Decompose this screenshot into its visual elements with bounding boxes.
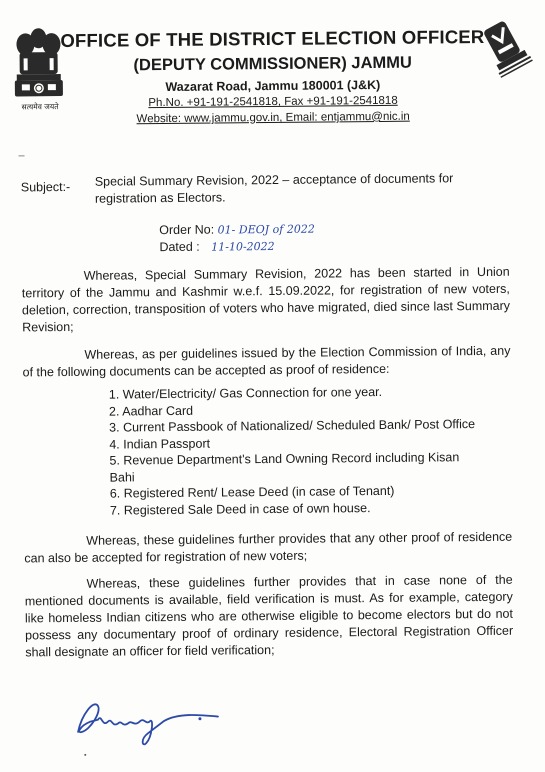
- list-item: 7. Registered Sale Deed in case of own house.: [109, 500, 371, 518]
- order-number-line: [159, 222, 315, 237]
- order-number-label: Order No:: [159, 222, 215, 238]
- office-website-email: Website: www.jammu.gov.in, Email: entjammu@nic.in: [136, 110, 410, 126]
- list-item: 4. Indian Passport: [109, 436, 211, 452]
- list-item: 2. Aadhar Card: [108, 403, 194, 419]
- order-date-line: [159, 239, 274, 254]
- margin-dot: [84, 754, 86, 756]
- paragraph-3-text: Whereas, these guidelines further provides that any other proof of residence can also be accepted for registration of new voters;: [24, 529, 513, 566]
- order-number-value: 01- DEOJ of 2022: [217, 222, 315, 237]
- election-commission-logo-icon: [477, 13, 536, 84]
- office-title: OFFICE OF THE DISTRICT ELECTION OFFICER: [60, 25, 485, 52]
- order-date-label: Dated :: [159, 239, 200, 255]
- paragraph-3: [24, 529, 512, 568]
- office-address: Wazarat Road, Jammu 180001 (J&K): [165, 77, 381, 95]
- paragraph-1-text: Whereas, Special Summary Revision, 2022 has been started in Union territory of the Jammu and Kashmir w.e.f. 15.09.2022, for registration of new voters, deletion, correction, transposition of voters who have migrated, died since last Summary Revision;: [21, 264, 511, 335]
- list-item: 1. Water/Electricity/ Gas Connection for one year.: [108, 384, 383, 402]
- subject-text: Special Summary Revision, 2022 – acceptance of documents for registration as Electors.: [94, 171, 454, 206]
- handwritten-signature-icon: [68, 690, 229, 750]
- margin-mark: [19, 155, 25, 156]
- paragraph-1: [22, 264, 511, 337]
- office-phone: Ph.No. +91-191-2541818, Fax +91-191-2541818: [148, 94, 398, 110]
- paragraph-4: [25, 572, 514, 662]
- emblem-motto: सत्यमेव जयते: [21, 102, 59, 112]
- list-item: 3. Current Passbook of Nationalized/ Scheduled Bank/ Post Office: [109, 417, 476, 435]
- list-item: Bahi: [109, 469, 135, 485]
- paragraph-2: [22, 343, 510, 382]
- order-date-value: 11-10-2022: [211, 239, 275, 254]
- paragraph-2-text: Whereas, as per guidelines issued by the Election Commission of India, any of the following documents can be accepted as proof of residence:: [22, 343, 511, 380]
- subject-label: Subject:-: [20, 179, 71, 195]
- paragraph-4-text: Whereas, these guidelines further provides that in case none of the mentioned documents is available, field verification is must. As for example, category like homeless Indian citizens who are otherwise eligible to become electors but do not possess any documentary proof of ordinary residence, Electoral Registration Officer shall designate an officer for field verification;: [24, 572, 514, 660]
- list-item: 6. Registered Rent/ Lease Deed (in case of Tenant): [109, 483, 395, 501]
- office-subtitle: (DEPUTY COMMISSIONER) JAMMU: [133, 53, 412, 75]
- list-item: 5. Revenue Department's Land Owning Record including Kisan: [109, 450, 460, 468]
- documents-list: [109, 383, 520, 519]
